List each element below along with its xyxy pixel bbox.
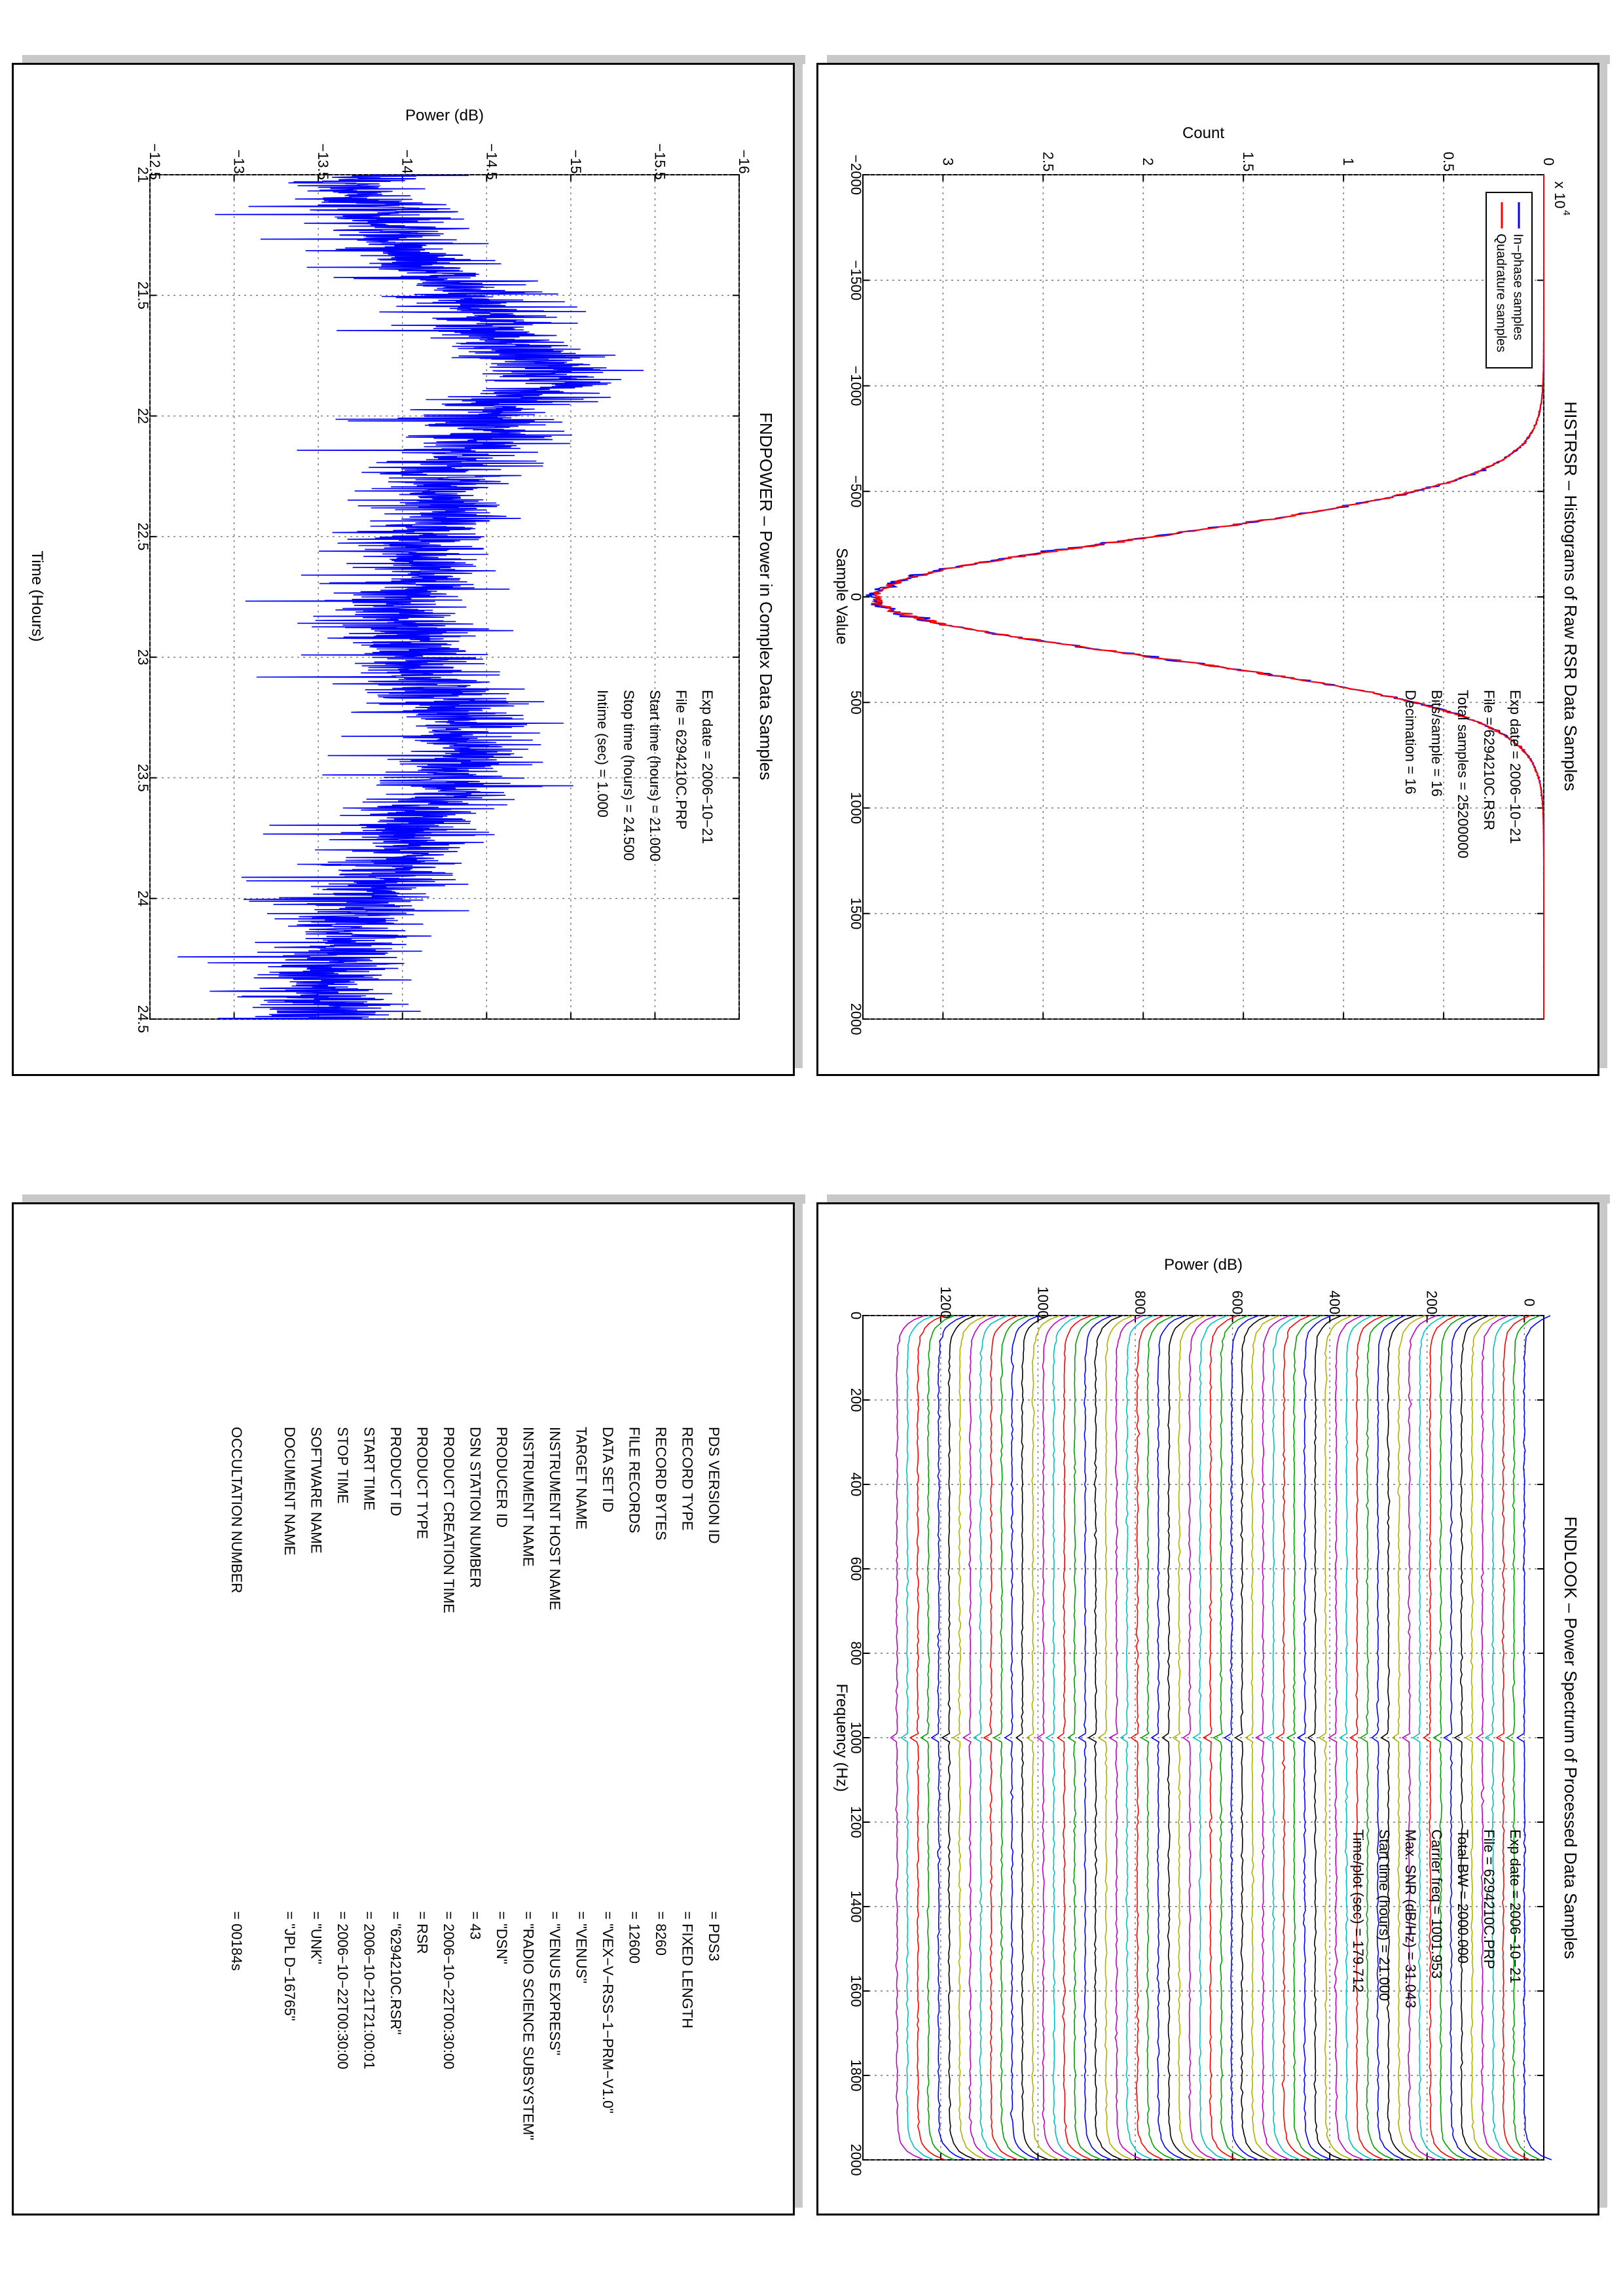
- label-key: RECORD BYTES: [653, 1427, 669, 1541]
- panel-shadow: [793, 1194, 803, 2208]
- x-tick-label: 600: [848, 1556, 864, 1581]
- x-tick-label: −500: [848, 475, 864, 508]
- y-tick-label: 1200: [937, 1286, 954, 1319]
- label-key: STOP TIME: [335, 1427, 351, 1504]
- y-tick-label: −14: [399, 149, 416, 174]
- y-tick-label: 400: [1326, 1290, 1343, 1315]
- label-key: OCCULTATION NUMBER: [228, 1427, 245, 1594]
- chart-title: FNDLOOK – Power Spectrum of Processed Data Samples: [1561, 1516, 1580, 1960]
- x-tick-label: 1200: [848, 1806, 864, 1839]
- label-value: = 43: [467, 1911, 484, 1940]
- x-tick-label: 24: [135, 890, 151, 906]
- fndpower-panel: [12, 63, 795, 1076]
- x-axis-label: Sample Value: [833, 548, 850, 645]
- label-key: RECORD TYPE: [679, 1427, 696, 1531]
- y-tick-label: 1: [1340, 157, 1357, 166]
- label-key: PRODUCT CREATION TIME: [441, 1427, 457, 1613]
- label-value: = 2006−10−22T00:30:00: [441, 1911, 457, 2070]
- histrsr-panel: [816, 63, 1599, 1076]
- x-tick-label: 400: [848, 1472, 864, 1497]
- x-tick-label: 23.5: [135, 764, 151, 792]
- series-line-spectrum: [1444, 1316, 1478, 2160]
- y-tick-label: 800: [1132, 1290, 1148, 1315]
- label-value: = FIXED LENGTH: [679, 1911, 696, 2029]
- y-multiplier: x 10: [1552, 181, 1568, 209]
- x-tick-label: 24.5: [135, 1005, 151, 1033]
- y-tick-label: −15: [567, 149, 584, 174]
- x-tick-label: 200: [848, 1388, 864, 1412]
- y-axis-label: Power (dB): [405, 107, 484, 124]
- y-axis-label: Count: [1182, 124, 1225, 142]
- x-tick-label: 1600: [848, 1975, 864, 2007]
- y-tick-label: 600: [1229, 1290, 1246, 1315]
- annotation-text: File = 6294210C.RSR: [1481, 690, 1497, 831]
- annotation-text: File = 6294210C.PRP: [1481, 1829, 1497, 1969]
- x-tick-label: 1500: [848, 897, 864, 930]
- series-line-spectrum: [1173, 1316, 1207, 2160]
- label-value: = 2006−10−21T21:00:01: [361, 1911, 378, 2070]
- label-value: = 8260: [653, 1911, 669, 1956]
- series-line-quadrature: [871, 175, 1544, 1019]
- y-tick-label: −12.5: [147, 143, 163, 180]
- label-value: = 2006−10−22T00:30:00: [335, 1911, 351, 2070]
- annotation-text: Exp date = 2006−10−21: [1507, 1829, 1523, 1984]
- x-tick-label: 21.5: [135, 281, 151, 310]
- annotation-text: Exp date = 2006−10−21: [1507, 690, 1523, 844]
- label-rows: [228, 1427, 722, 2140]
- x-tick-label: −2000: [848, 154, 864, 195]
- chart-title: FNDPOWER – Power in Complex Data Samples: [756, 412, 776, 781]
- label-key: INSTRUMENT NAME: [520, 1427, 537, 1567]
- legend-label: In−phase samples: [1510, 234, 1525, 340]
- x-tick-label: 1800: [848, 2059, 864, 2092]
- label-key: DOCUMENT NAME: [282, 1427, 298, 1556]
- legend-label: Quadrature samples: [1493, 234, 1508, 353]
- label-key: FILE RECORDS: [626, 1427, 643, 1534]
- x-tick-label: 2000: [848, 1003, 864, 1035]
- annotation-text: Max. SNR (dB/Hz) = 31.043: [1402, 1829, 1419, 2009]
- y-tick-label: 1000: [1034, 1286, 1051, 1319]
- annotation-text: Total BW = 2000.000: [1455, 1829, 1471, 1964]
- x-tick-label: 22: [135, 408, 151, 424]
- label-value: = 00184s: [228, 1911, 245, 1971]
- annotation-text: Time/plot (sec) = 179.712: [1350, 1829, 1366, 1993]
- y-tick-label: 2: [1140, 157, 1157, 166]
- label-file-text: [14, 1204, 793, 2214]
- label-value: = "VENUS": [573, 1911, 590, 1984]
- annotation-text: Bits/sample = 16: [1429, 690, 1445, 797]
- x-tick-label: −1000: [848, 365, 864, 406]
- label-key: START TIME: [361, 1427, 378, 1511]
- y-tick-label: −13.5: [315, 143, 332, 180]
- x-tick-label: 1400: [848, 1890, 864, 1923]
- y-tick-label: 0.5: [1440, 151, 1457, 172]
- y-axis-label: Power (dB): [1163, 1256, 1243, 1274]
- label-value: = "RADIO SCIENCE SUBSYSTEM": [520, 1911, 537, 2140]
- annotation-text: Exp date = 2006−10−21: [699, 690, 716, 844]
- y-tick-label: 200: [1423, 1290, 1440, 1315]
- x-axis-label: Frequency (Hz): [833, 1683, 850, 1792]
- series-line-power: [177, 175, 644, 1019]
- series-line-spectrum: [1203, 1316, 1237, 2160]
- label-key: DATA SET ID: [600, 1427, 616, 1513]
- series-line-spectrum: [1517, 1316, 1552, 2160]
- label-key: PRODUCER ID: [494, 1427, 510, 1528]
- annotation-text: Decimation = 16: [1402, 690, 1419, 795]
- y-exponent: 4: [1561, 210, 1572, 216]
- x-tick-label: 23: [135, 649, 151, 666]
- y-tick-label: 0: [1521, 1298, 1538, 1307]
- label-key: SOFTWARE NAME: [308, 1427, 325, 1554]
- chart-title: HISTRSR – Histograms of Raw RSR Data Samples: [1561, 401, 1580, 791]
- y-tick-label: −13: [230, 149, 247, 174]
- fndpower-chart: [14, 65, 793, 1074]
- annotation-text: Start time (hours) = 21.000: [1376, 1829, 1393, 2001]
- annotation-text: File = 6294210C.PRP: [673, 690, 689, 830]
- label-key: TARGET NAME: [573, 1427, 590, 1530]
- legend: [1486, 192, 1532, 368]
- y-tick-label: −14.5: [483, 143, 500, 180]
- plot-group: [833, 1256, 1580, 2176]
- label-key: INSTRUMENT HOST NAME: [547, 1427, 563, 1611]
- label-key: PRODUCT ID: [388, 1427, 404, 1516]
- label-value: = 12600: [626, 1911, 643, 1964]
- panel-shadow: [1598, 55, 1607, 1068]
- label-value: = RSR: [414, 1911, 431, 1954]
- x-tick-label: 22.5: [135, 522, 151, 551]
- y-tick-label: 0: [1541, 157, 1557, 166]
- label-file-panel: [12, 1202, 795, 2215]
- label-value: = PDS3: [706, 1911, 722, 1962]
- y-tick-label: 1.5: [1240, 151, 1257, 172]
- x-tick-label: 500: [848, 690, 864, 715]
- y-tick-label: 2.5: [1040, 151, 1057, 172]
- series-line-spectrum: [1099, 1316, 1133, 2160]
- label-key: PRODUCT TYPE: [414, 1427, 431, 1539]
- annotation-text: Stop time (hours) = 24.500: [621, 690, 637, 861]
- annotation-text: Intime (sec) = 1.000: [594, 690, 611, 818]
- label-value: = "JPL D−16765": [282, 1911, 298, 2021]
- y-tick-label: −15.5: [651, 143, 668, 180]
- histrsr-chart: [818, 65, 1597, 1074]
- label-value: = "DSN": [494, 1911, 510, 1965]
- plot-group: [28, 107, 776, 1033]
- panel-shadow: [1598, 1194, 1607, 2208]
- plot-group: [833, 124, 1580, 1035]
- x-tick-label: 800: [848, 1641, 864, 1666]
- panel-shadow: [793, 55, 803, 1068]
- x-tick-label: 21: [135, 166, 151, 183]
- annotation-text: Total samples = 25200000: [1455, 690, 1471, 859]
- x-tick-label: 1000: [848, 1721, 864, 1754]
- label-value: = "VEX−V−RSS−1−PRM−V1.0": [600, 1911, 616, 2114]
- x-tick-label: 1000: [848, 792, 864, 824]
- label-key: DSN STATION NUMBER: [467, 1427, 484, 1588]
- y-tick-label: 3: [939, 157, 957, 166]
- x-tick-label: 2000: [848, 2144, 864, 2176]
- x-axis-label: Time (Hours): [28, 550, 46, 642]
- label-value: = "UNK": [308, 1911, 325, 1965]
- fndlook-chart: [818, 1204, 1597, 2214]
- x-tick-label: −1500: [848, 260, 864, 301]
- label-value: = "6294210C.RSR": [388, 1911, 404, 2035]
- label-key: PDS VERSION ID: [706, 1427, 722, 1544]
- x-tick-label: 0: [848, 1311, 864, 1320]
- y-tick-label: −16: [736, 149, 752, 174]
- x-tick-label: 0: [848, 592, 864, 601]
- annotation-text: Carrier freq = 1001.953: [1429, 1829, 1445, 1979]
- label-value: = "VENUS EXPRESS": [547, 1911, 563, 2056]
- annotation-text: Start time (hours) = 21.000: [647, 690, 663, 862]
- fndlook-panel: [816, 1202, 1599, 2215]
